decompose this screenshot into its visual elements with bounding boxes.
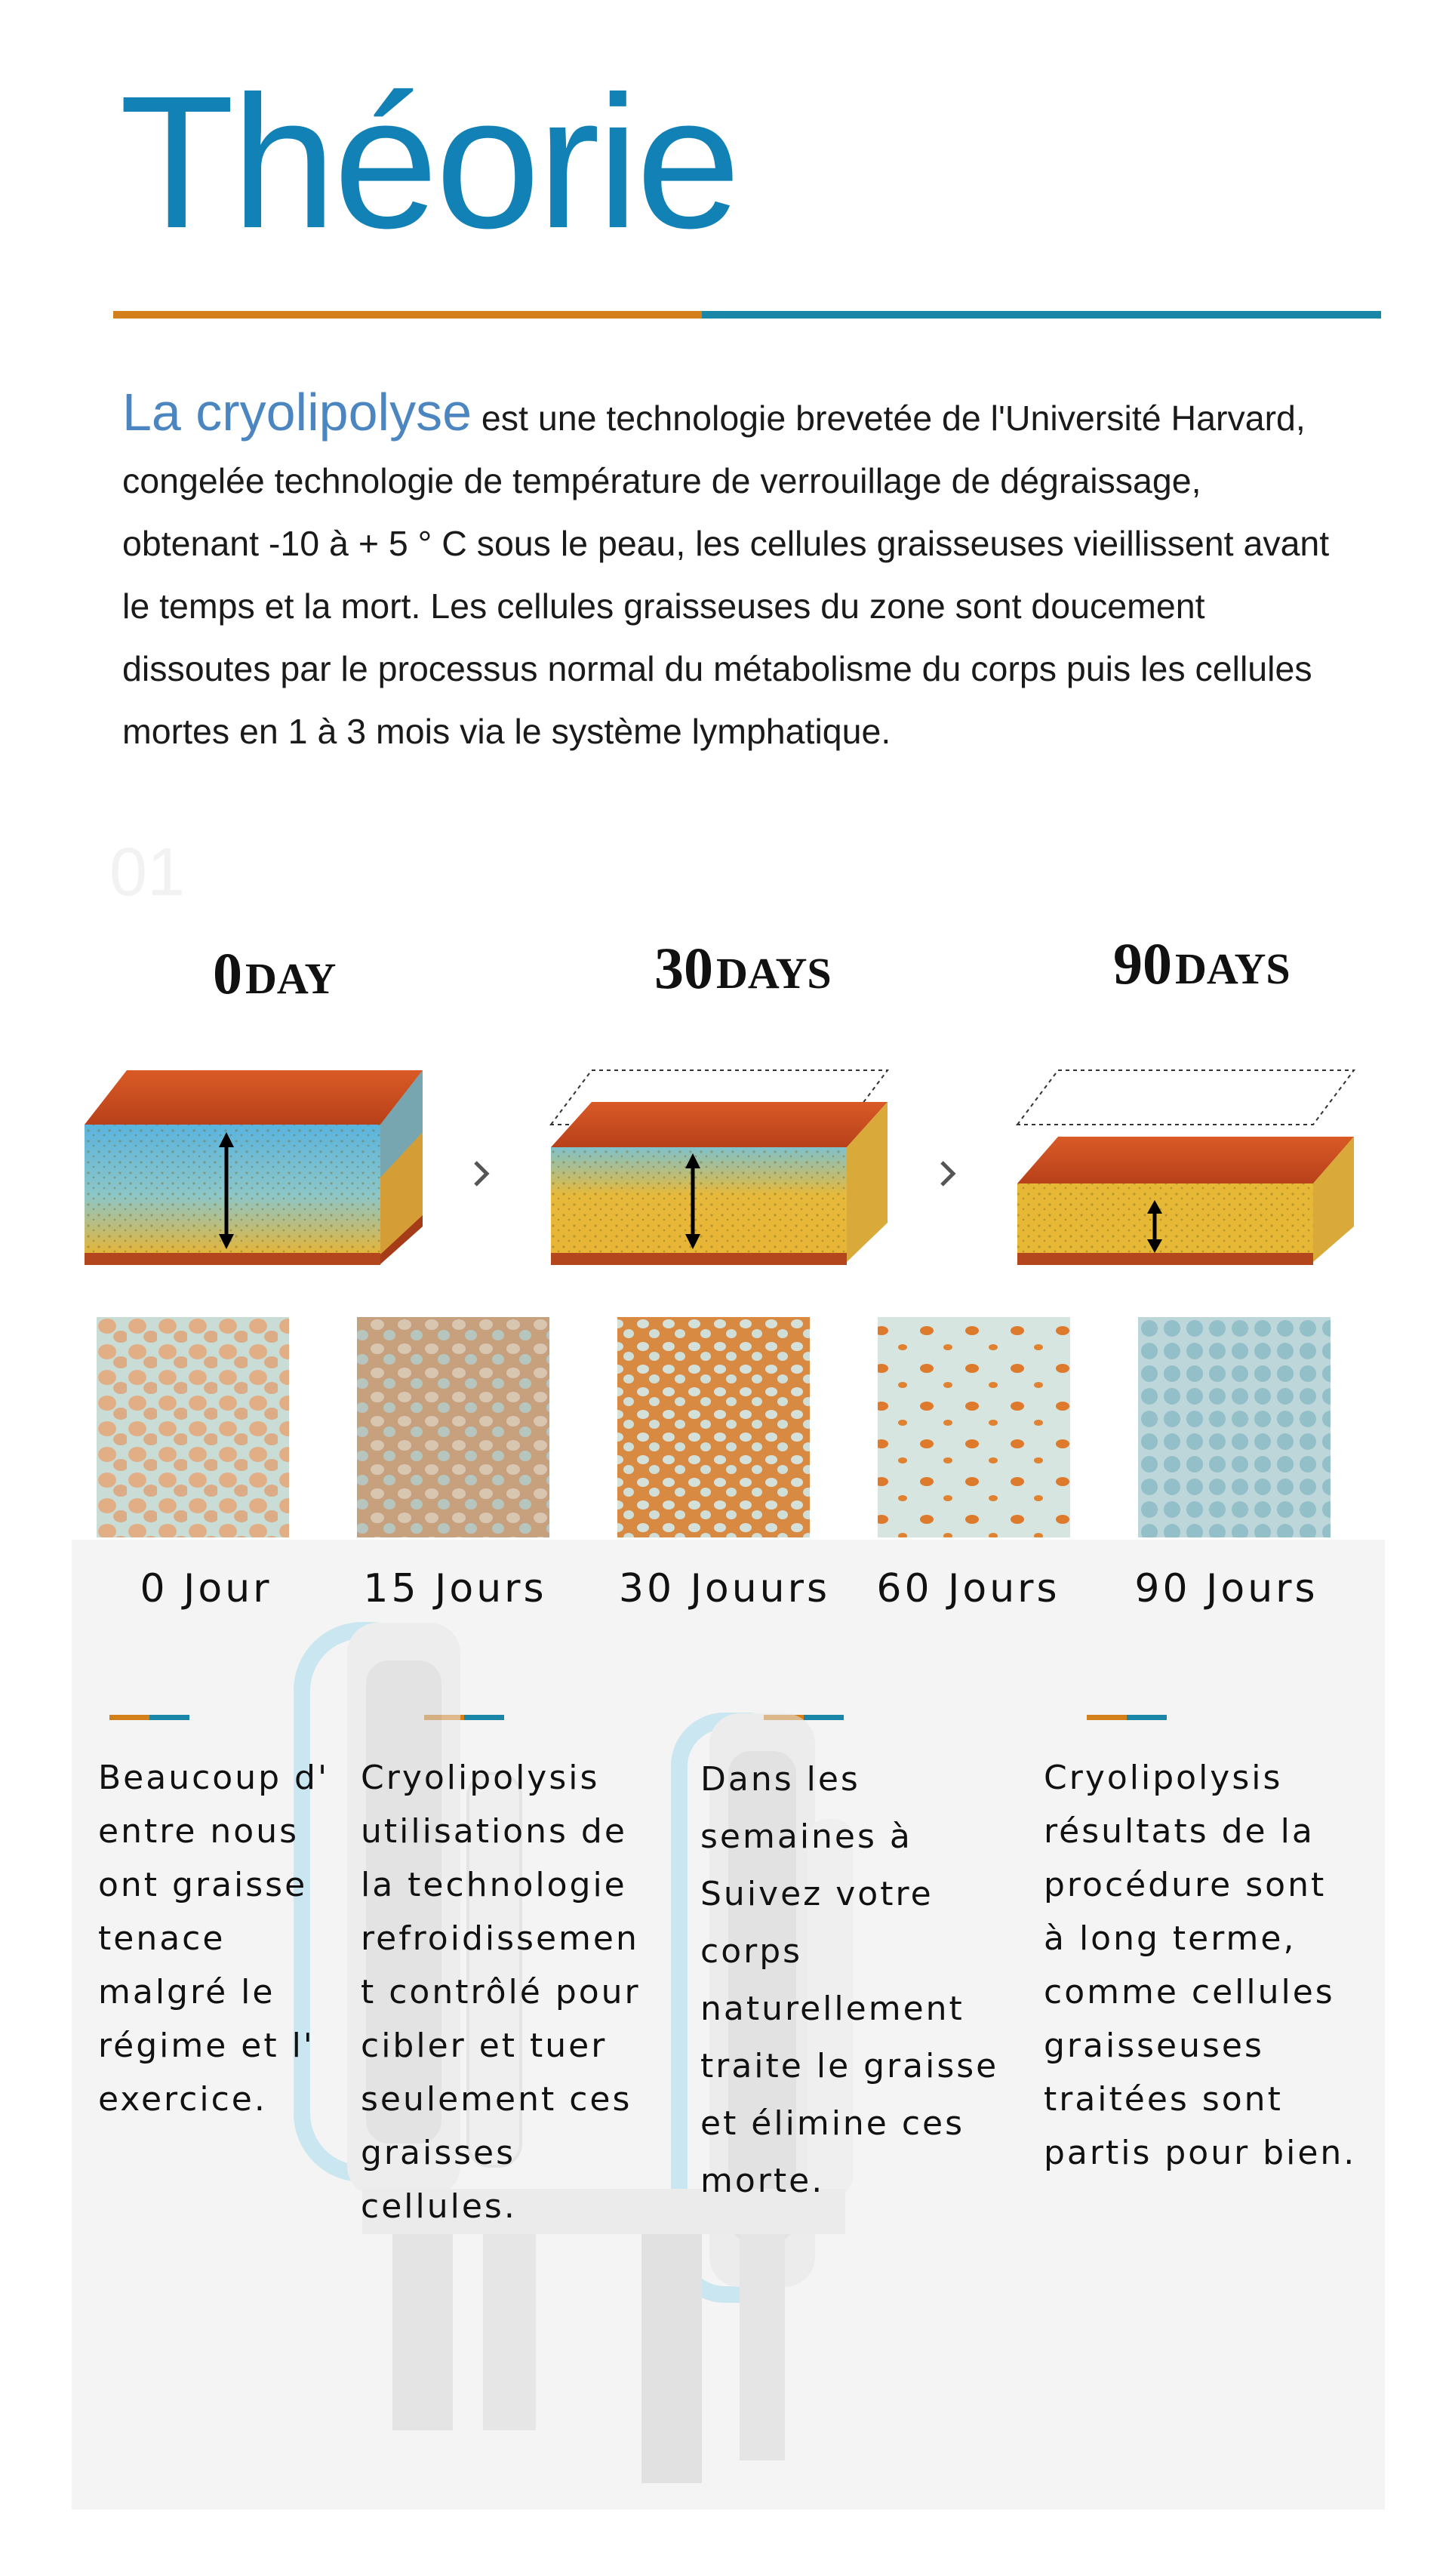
stage-label-15: 15 Jours — [363, 1566, 547, 1611]
histology-images — [97, 1317, 1334, 1540]
tissue-block-90-days — [1017, 1070, 1354, 1265]
intro-lead: La cryolipolyse — [122, 383, 472, 442]
tissue-block-0-day — [85, 1070, 423, 1265]
histology-90-jours — [1138, 1317, 1331, 1537]
column-text-1: Beaucoup d' entre nous ont graisse tenace malgré le régime et l' exercice. — [98, 1759, 330, 2119]
column-accent-bar — [1087, 1715, 1167, 1720]
day-heading-0 — [213, 940, 336, 1008]
column-text-4: Cryolipolysis résultats de la procédure sont à long terme, comme cellules graisseuses traitées sont partis pour bien. — [1044, 1759, 1357, 2172]
page-title: Théorie — [119, 57, 738, 267]
column-text-2: Cryolipolysis utilisations de la technologie refroidissemen t contrôlé pour cibler et tuer seulement ces graisses cellules. — [361, 1759, 641, 2226]
day-unit: DAYS — [716, 949, 832, 998]
column-accent-bar — [109, 1715, 189, 1720]
day-heading-90 — [1113, 930, 1291, 998]
chevron-right-icon — [475, 1162, 487, 1185]
day-number: 0 — [213, 940, 242, 1006]
stage-label-60: 60 Jours — [876, 1566, 1060, 1611]
intro-body: est une technologie brevetée de l'Université Harvard, congelée technologie de température de verrouillage de dégraissage, obtenant -10 à + 5 ° C sous le peau, les cellules graisseuses vieillissent avant le temps et la mort. Les cellules graisseuses du zone sont doucement dissoutes par le processus normal du métabolisme du corps puis les cellules mortes en 1 à 3 mois via le système lymphatique. — [122, 399, 1330, 751]
title-divider — [113, 311, 1381, 319]
day-number: 30 — [654, 935, 713, 1001]
intro-paragraph — [122, 381, 1345, 763]
column-text-3: Dans les semaines à Suivez votre corps naturellement traite le graisse et élimine ces morte. — [700, 1760, 999, 2200]
histology-15-jours — [357, 1317, 549, 1537]
stage-label-30: 30 Jouurs — [618, 1566, 831, 1611]
chevron-right-icon — [942, 1162, 953, 1185]
day-unit: DAY — [245, 954, 337, 1003]
histology-30-jours — [617, 1317, 810, 1537]
tissue-block-30-days — [551, 1070, 888, 1265]
stage-label-90: 90 Jours — [1134, 1566, 1318, 1611]
day-unit: DAYS — [1175, 944, 1291, 993]
day-heading-30 — [654, 934, 832, 1002]
tissue-blocks-diagram — [75, 1064, 1374, 1283]
day-number: 90 — [1113, 931, 1172, 996]
histology-60-jours — [878, 1317, 1070, 1537]
stage-label-0: 0 Jour — [140, 1566, 272, 1611]
faint-section-number: 01 — [109, 835, 186, 910]
histology-0-jour — [97, 1317, 289, 1537]
